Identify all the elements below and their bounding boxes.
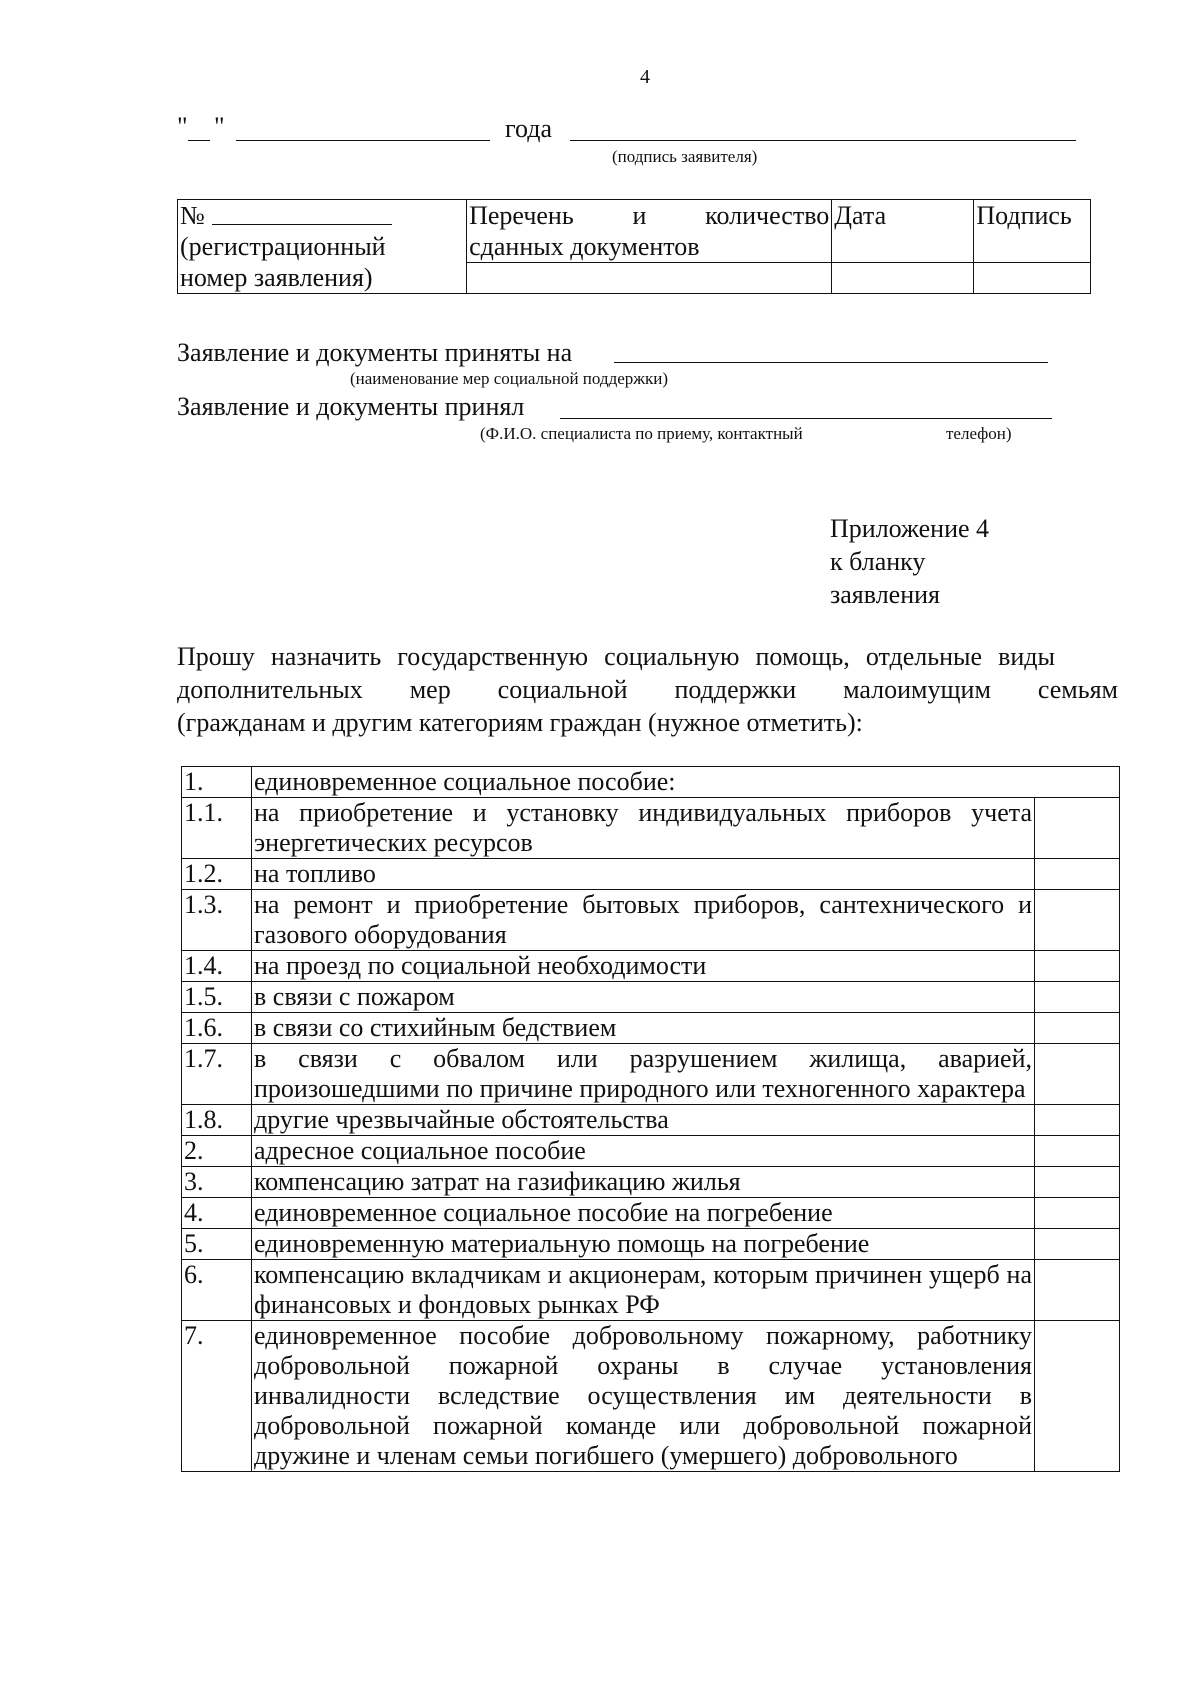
measure-checkbox-cell[interactable] — [1035, 859, 1120, 890]
documents-list-header — [467, 200, 832, 263]
request-line-1: Прошу назначить государственную социальную помощь, отдельные виды — [177, 642, 1055, 671]
measure-number: 1.5. — [182, 982, 252, 1013]
measure-text: в связи со стихийным бедствием — [252, 1013, 1035, 1044]
appendix-line-3: заявления — [830, 580, 941, 609]
measure-row — [182, 767, 1120, 798]
date-cell[interactable] — [832, 263, 974, 294]
reg-number-blank — [212, 224, 392, 225]
signature-caption: (подпись заявителя) — [612, 147, 758, 166]
measure-text: компенсацию затрат на газификацию жилья — [252, 1167, 1035, 1198]
measure-checkbox-cell[interactable] — [1035, 890, 1120, 951]
measure-row — [182, 951, 1120, 982]
measure-text: единовременное пособие добровольному пожарному, работнику добровольной пожарной охраны в случае установления инвалидности вследствие осуществления им деятельности в добровольной пожарной команде или добровольной пожарной дружине и членам семьи погибшего (умершего) добровольного — [252, 1321, 1035, 1472]
measure-checkbox-cell[interactable] — [1035, 1167, 1120, 1198]
signature-cell[interactable] — [974, 263, 1091, 294]
measure-row — [182, 859, 1120, 890]
measure-number: 5. — [182, 1229, 252, 1260]
accepted-by-caption-right: телефон) — [946, 424, 1012, 443]
measure-text: на приобретение и установку индивидуальных приборов учета энергетических ресурсов — [252, 798, 1035, 859]
measure-row — [182, 1013, 1120, 1044]
measure-number: 4. — [182, 1198, 252, 1229]
measure-checkbox-cell[interactable] — [1035, 1013, 1120, 1044]
measure-checkbox-cell[interactable] — [1035, 982, 1120, 1013]
measure-row — [182, 1167, 1120, 1198]
measure-text: в связи с обвалом или разрушением жилища, аварией, произошедшими по причине природного или техногенного характера — [252, 1044, 1035, 1105]
measures-table — [181, 766, 1120, 1472]
measure-number: 1.6. — [182, 1013, 252, 1044]
measure-row — [182, 1105, 1120, 1136]
measure-row — [182, 1044, 1120, 1105]
measure-text: единовременное социальное пособие: — [252, 767, 1120, 798]
page-number: 4 — [640, 66, 650, 88]
accepted-for-label: Заявление и документы приняты на — [177, 338, 573, 367]
date-day-blank[interactable] — [188, 140, 210, 141]
measure-text: на топливо — [252, 859, 1035, 890]
applicant-signature-blank[interactable] — [570, 140, 1076, 141]
registration-table — [177, 199, 1091, 294]
measure-number: 7. — [182, 1321, 252, 1472]
number-sign: № — [180, 201, 205, 230]
measure-row — [182, 1229, 1120, 1260]
measure-text: единовременную материальную помощь на погребение — [252, 1229, 1035, 1260]
measure-checkbox-cell[interactable] — [1035, 798, 1120, 859]
measure-number: 1. — [182, 767, 252, 798]
date-quote-close: " — [214, 112, 225, 141]
measure-number: 1.2. — [182, 859, 252, 890]
measure-number: 1.1. — [182, 798, 252, 859]
appendix-note — [830, 512, 989, 611]
appendix-line-1: Приложение 4 — [830, 514, 990, 543]
measure-row — [182, 982, 1120, 1013]
measure-text: на ремонт и приобретение бытовых приборов, сантехнического и газового оборудования — [252, 890, 1035, 951]
measure-row — [182, 890, 1120, 951]
measure-text: на проезд по социальной необходимости — [252, 951, 1035, 982]
measure-text: другие чрезвычайные обстоятельства — [252, 1105, 1035, 1136]
measure-checkbox-cell[interactable] — [1035, 1321, 1120, 1472]
documents-list-label-2: сданных документов — [469, 232, 700, 261]
measure-number: 1.8. — [182, 1105, 252, 1136]
measure-number: 1.7. — [182, 1044, 252, 1105]
measure-row — [182, 1321, 1120, 1472]
measure-checkbox-cell[interactable] — [1035, 1198, 1120, 1229]
measure-number: 1.3. — [182, 890, 252, 951]
documents-list-label-1: Перечень и количество — [469, 201, 830, 230]
request-paragraph — [177, 640, 1117, 739]
measure-row — [182, 1260, 1120, 1321]
measure-checkbox-cell[interactable] — [1035, 1136, 1120, 1167]
measure-checkbox-cell[interactable] — [1035, 1105, 1120, 1136]
accepted-for-caption: (наименование мер социальной поддержки) — [350, 369, 669, 388]
measure-checkbox-cell[interactable] — [1035, 1260, 1120, 1321]
measure-text: компенсацию вкладчикам и акционерам, которым причинен ущерб на финансовых и фондовых рынках РФ — [252, 1260, 1035, 1321]
measure-row — [182, 1136, 1120, 1167]
measure-number: 2. — [182, 1136, 252, 1167]
date-quote-open: " — [177, 112, 188, 141]
date-month-blank[interactable] — [236, 140, 490, 141]
accepted-by-blank[interactable] — [560, 418, 1052, 419]
measure-number: 1.4. — [182, 951, 252, 982]
accepted-for-blank[interactable] — [614, 362, 1048, 363]
measure-text: адресное социальное пособие — [252, 1136, 1035, 1167]
request-line-2: дополнительных мер социальной поддержки малоимущим семьям — [177, 675, 1118, 704]
measure-row — [182, 1198, 1120, 1229]
date-header: Дата — [832, 200, 974, 263]
measure-row — [182, 798, 1120, 859]
request-line-3: (гражданам и другим категориям граждан (нужное отметить): — [177, 708, 863, 737]
measure-text: в связи с пожаром — [252, 982, 1035, 1013]
reg-number-label-2: номер заявления) — [180, 263, 373, 292]
reg-number-label-1: (регистрационный — [180, 232, 386, 261]
appendix-line-2: к бланку — [830, 547, 926, 576]
signature-header: Подпись — [974, 200, 1091, 263]
measure-number: 6. — [182, 1260, 252, 1321]
documents-list-cell[interactable] — [467, 263, 832, 294]
accepted-by-caption-left: (Ф.И.О. специалиста по приему, контактный — [480, 424, 803, 443]
measure-checkbox-cell[interactable] — [1035, 1044, 1120, 1105]
measure-checkbox-cell[interactable] — [1035, 1229, 1120, 1260]
measure-text: единовременное социальное пособие на погребение — [252, 1198, 1035, 1229]
measure-number: 3. — [182, 1167, 252, 1198]
accepted-by-label: Заявление и документы принял — [177, 392, 525, 421]
year-word: года — [505, 114, 553, 143]
reg-number-cell[interactable] — [178, 200, 467, 294]
measure-checkbox-cell[interactable] — [1035, 951, 1120, 982]
